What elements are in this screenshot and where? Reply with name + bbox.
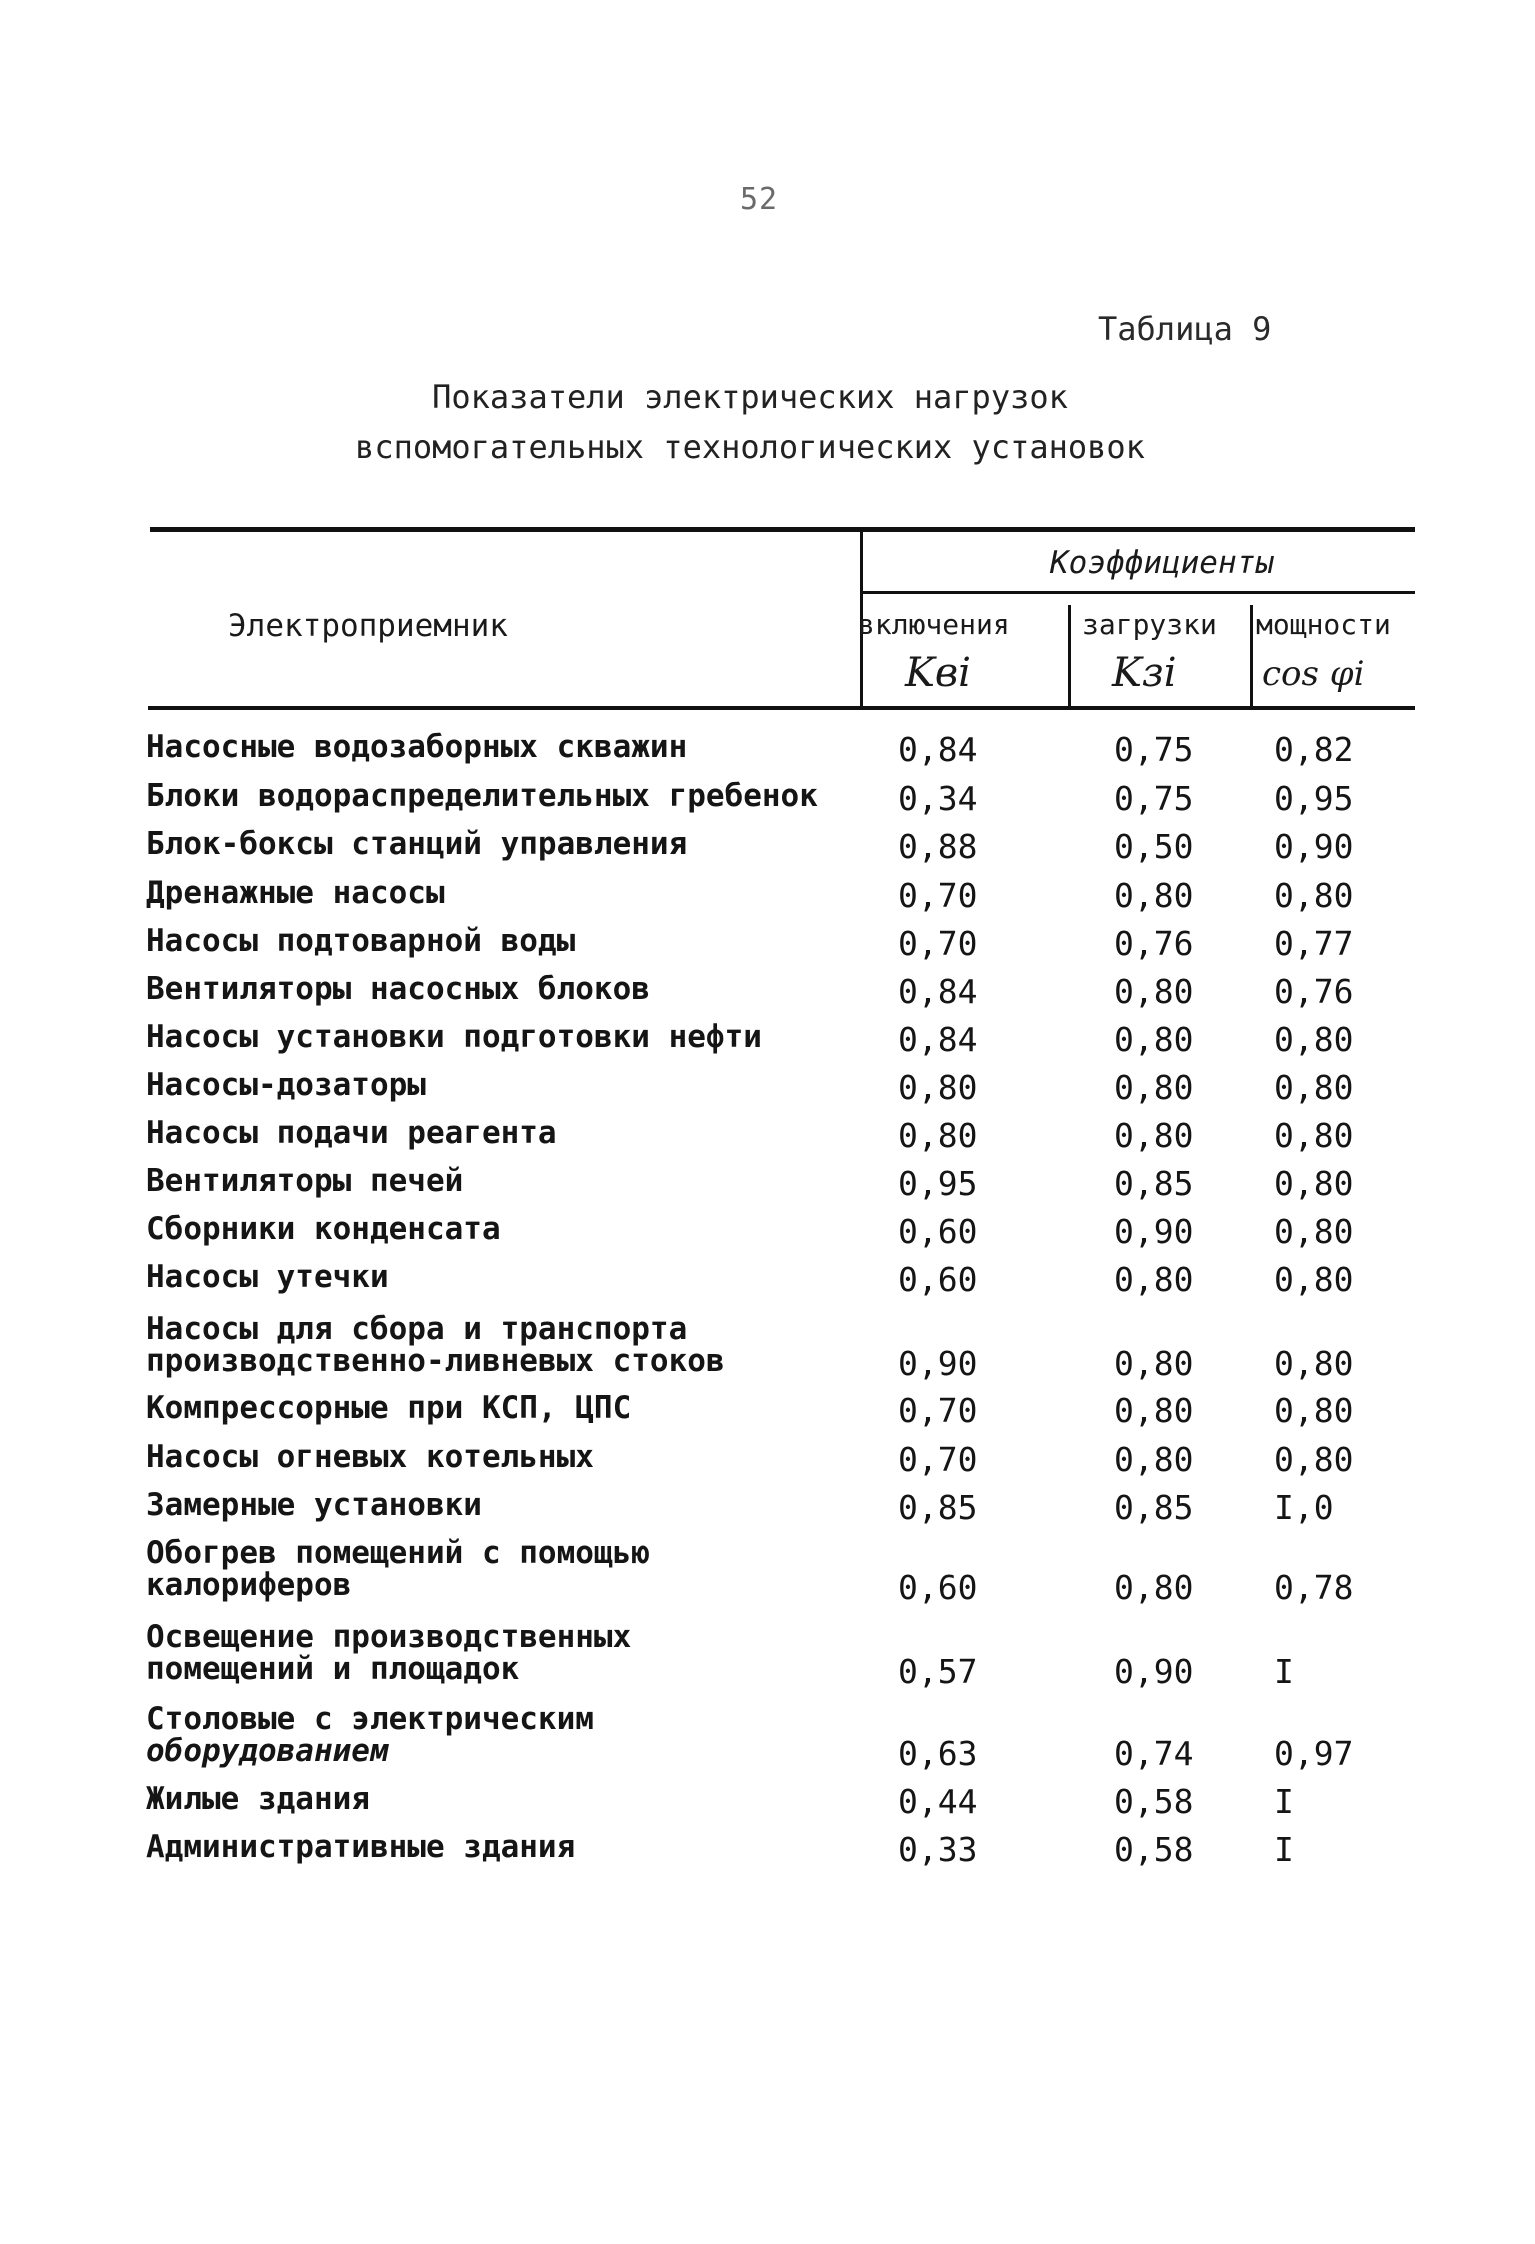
- row-cos: I: [1274, 1652, 1294, 1691]
- row-cos: 0,95: [1274, 779, 1354, 818]
- row-name-line-2: оборудованием: [146, 1733, 389, 1769]
- row-name: Вентиляторы печей: [146, 1163, 464, 1199]
- row-name: Компрессорные при КСП, ЦПС: [146, 1390, 632, 1426]
- row-kz: 0,50: [1114, 827, 1194, 866]
- row-kz: 0,74: [1114, 1734, 1194, 1773]
- row-kz: 0,90: [1114, 1652, 1194, 1691]
- row-name-line-1: Освещение производственных: [146, 1619, 632, 1655]
- column-divider-2: [1068, 605, 1071, 708]
- row-kz: 0,85: [1114, 1488, 1194, 1527]
- row-cos: 0,77: [1274, 924, 1354, 963]
- row-cos: 0,82: [1274, 730, 1354, 769]
- row-kv: 0,70: [898, 876, 978, 915]
- symbol-cos-phi: cos φi: [1262, 654, 1365, 694]
- row-cos: 0,80: [1274, 1344, 1354, 1383]
- row-kv: 0,80: [898, 1116, 978, 1155]
- row-cos: I: [1274, 1782, 1294, 1821]
- row-name-line-1: Столовые с электрическим: [146, 1701, 594, 1737]
- header-power: мощности: [1256, 608, 1391, 641]
- table-label: Таблица 9: [1098, 310, 1272, 348]
- row-name-line-2: калориферов: [146, 1567, 352, 1603]
- column-divider-3: [1250, 605, 1253, 708]
- row-name: Вентиляторы насосных блоков: [146, 971, 650, 1007]
- row-name-line-2: производственно-ливневых стоков: [146, 1343, 725, 1379]
- row-kv: 0,84: [898, 730, 978, 769]
- row-kv: 0,84: [898, 972, 978, 1011]
- row-cos: 0,80: [1274, 1260, 1354, 1299]
- row-name: Насосы подачи реагента: [146, 1115, 557, 1151]
- row-kv: 0,95: [898, 1164, 978, 1203]
- row-kz: 0,58: [1114, 1782, 1194, 1821]
- header-switch-on: включения: [858, 608, 1010, 641]
- row-cos: 0,80: [1274, 1068, 1354, 1107]
- symbol-kv: Kвi: [905, 650, 971, 696]
- header-consumer: Электроприемник: [228, 608, 508, 644]
- row-name-line-1: Насосы для сбора и транспорта: [146, 1311, 688, 1347]
- title-line-2: вспомогательных технологических установок: [355, 428, 1145, 466]
- row-name: Дренажные насосы: [146, 875, 445, 911]
- row-name: Замерные установки: [146, 1487, 482, 1523]
- row-cos: 0,90: [1274, 827, 1354, 866]
- row-kz: 0,80: [1114, 1068, 1194, 1107]
- row-kz: 0,75: [1114, 779, 1194, 818]
- row-kz: 0,80: [1114, 1260, 1194, 1299]
- row-cos: 0,78: [1274, 1568, 1354, 1607]
- row-kv: 0,57: [898, 1652, 978, 1691]
- row-kv: 0,90: [898, 1344, 978, 1383]
- row-name: Блок-боксы станций управления: [146, 826, 688, 862]
- row-kv: 0,63: [898, 1734, 978, 1773]
- row-name: Насосные водозаборных скважин: [146, 729, 688, 765]
- header-load: загрузки: [1082, 608, 1217, 641]
- row-kv: 0,80: [898, 1068, 978, 1107]
- coefficients-rule: [862, 591, 1415, 594]
- header-bottom-rule: [148, 706, 1415, 710]
- row-name: Насосы-дозаторы: [146, 1067, 426, 1103]
- row-kv: 0,70: [898, 924, 978, 963]
- row-cos: 0,80: [1274, 1212, 1354, 1251]
- row-name: Сборники конденсата: [146, 1211, 501, 1247]
- header-coefficients: Коэффициенты: [1050, 545, 1274, 581]
- row-kz: 0,80: [1114, 1344, 1194, 1383]
- row-kz: 0,80: [1114, 1568, 1194, 1607]
- row-name-line-1: Обогрев помещений с помощью: [146, 1535, 650, 1571]
- row-kv: 0,88: [898, 827, 978, 866]
- row-name: Насосы подтоварной воды: [146, 923, 576, 959]
- row-kv: 0,60: [898, 1260, 978, 1299]
- table-top-rule: [150, 527, 1415, 532]
- row-name: Административные здания: [146, 1829, 576, 1865]
- row-kz: 0,80: [1114, 876, 1194, 915]
- table-title: [300, 372, 1200, 472]
- row-cos: 0,80: [1274, 1020, 1354, 1059]
- row-kv: 0,33: [898, 1830, 978, 1869]
- row-kz: 0,85: [1114, 1164, 1194, 1203]
- row-cos: I,0: [1274, 1488, 1334, 1527]
- row-cos: 0,76: [1274, 972, 1354, 1011]
- row-kz: 0,80: [1114, 1116, 1194, 1155]
- row-kv: 0,44: [898, 1782, 978, 1821]
- row-kz: 0,75: [1114, 730, 1194, 769]
- row-cos: 0,80: [1274, 1440, 1354, 1479]
- row-kv: 0,70: [898, 1440, 978, 1479]
- row-cos: 0,80: [1274, 1391, 1354, 1430]
- title-line-1: Показатели электрических нагрузок: [432, 378, 1068, 416]
- row-kz: 0,80: [1114, 1391, 1194, 1430]
- page-number: 52: [740, 182, 779, 217]
- row-cos: I: [1274, 1830, 1294, 1869]
- row-kv: 0,70: [898, 1391, 978, 1430]
- symbol-kz: Kзi: [1112, 650, 1177, 696]
- row-kz: 0,80: [1114, 972, 1194, 1011]
- row-name: Жилые здания: [146, 1781, 370, 1817]
- row-kz: 0,80: [1114, 1440, 1194, 1479]
- row-name: Блоки водораспределительных гребенок: [146, 778, 818, 814]
- row-cos: 0,97: [1274, 1734, 1354, 1773]
- row-kv: 0,84: [898, 1020, 978, 1059]
- row-name: Насосы установки подготовки нефти: [146, 1019, 762, 1055]
- row-cos: 0,80: [1274, 876, 1354, 915]
- row-name: Насосы утечки: [146, 1259, 389, 1295]
- row-kz: 0,90: [1114, 1212, 1194, 1251]
- row-kz: 0,80: [1114, 1020, 1194, 1059]
- row-name-line-2: помещений и площадок: [146, 1651, 520, 1687]
- row-kz: 0,58: [1114, 1830, 1194, 1869]
- row-kz: 0,76: [1114, 924, 1194, 963]
- row-kv: 0,60: [898, 1212, 978, 1251]
- row-cos: 0,80: [1274, 1116, 1354, 1155]
- row-cos: 0,80: [1274, 1164, 1354, 1203]
- row-name: Насосы огневых котельных: [146, 1439, 594, 1475]
- row-kv: 0,85: [898, 1488, 978, 1527]
- row-kv: 0,60: [898, 1568, 978, 1607]
- row-kv: 0,34: [898, 779, 978, 818]
